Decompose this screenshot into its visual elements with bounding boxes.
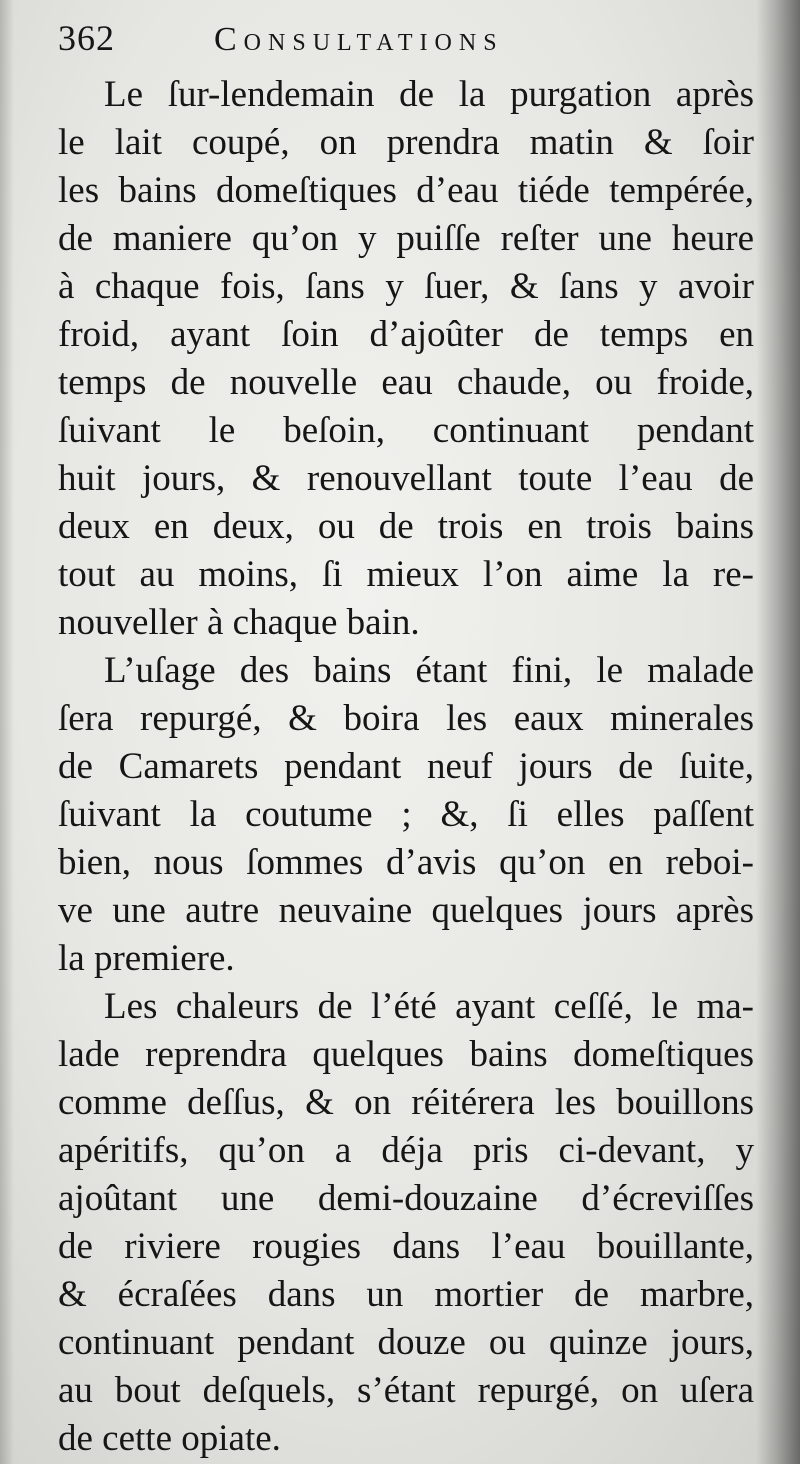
- text-line: de riviere rougies dans l’eau bouillante,: [58, 1226, 754, 1267]
- text-line: deux en deux, ou de trois en trois bains: [58, 506, 754, 547]
- text-line: ſuivant la coutume ; &, ſi elles paſſent: [58, 794, 754, 835]
- page-left-edge: [0, 0, 14, 1464]
- text-line: temps de nouvelle eau chaude, ou froide,: [58, 362, 754, 403]
- text-line: de cette opiate.: [58, 1418, 281, 1459]
- text-line: bien, nous ſommes d’avis qu’on en reboi-: [58, 842, 754, 883]
- text-line: apéritifs, qu’on a déja pris ci-devant, y: [58, 1130, 754, 1171]
- paragraph-1: [58, 71, 754, 647]
- text-line: nouveller à chaque bain.: [58, 602, 420, 643]
- text-line: L’uſage des bains étant fini, le malade: [104, 650, 754, 691]
- text-line: continuant pendant douze ou quinze jours,: [58, 1322, 754, 1363]
- text-line: tout au moins, ſi mieux l’on aime la re-: [58, 554, 754, 595]
- text-line: comme deſſus, & on réitérera les bouillons: [58, 1082, 754, 1123]
- running-head: Consultations: [214, 21, 504, 58]
- body-text: [58, 71, 754, 1463]
- page-header: [58, 14, 758, 66]
- text-line: Les chaleurs de l’été ayant ceſſé, le ma-: [104, 986, 754, 1027]
- text-line: huit jours, & renouvellant toute l’eau de: [58, 458, 754, 499]
- text-line: de Camarets pendant neuf jours de ſuite,: [58, 746, 754, 787]
- paragraph-3: [58, 983, 754, 1463]
- page-gutter-shadow: [756, 0, 800, 1464]
- text-line: de maniere qu’on y puiſſe reſter une heure: [58, 218, 754, 259]
- text-line: ve une autre neuvaine quelques jours après: [58, 890, 754, 931]
- text-line: ajoûtant une demi-douzaine d’écreviſſes: [58, 1178, 754, 1219]
- page-number: 362: [58, 18, 115, 58]
- text-line: à chaque fois, ſans y ſuer, & ſans y avoir: [58, 266, 754, 307]
- text-line: les bains domeſtiques d’eau tiéde tempérée,: [58, 170, 754, 211]
- text-line: au bout deſquels, s’étant repurgé, on uſera: [58, 1370, 754, 1411]
- text-line: la premiere.: [58, 938, 235, 979]
- text-line: le lait coupé, on prendra matin & ſoir: [58, 122, 754, 163]
- text-line: ſuivant le beſoin, continuant pendant: [58, 410, 754, 451]
- text-line: froid, ayant ſoin d’ajoûter de temps en: [58, 314, 754, 355]
- text-line: Le ſur-lendemain de la purgation après: [104, 74, 754, 115]
- paragraph-2: [58, 647, 754, 983]
- text-line: & écraſées dans un mortier de marbre,: [58, 1274, 754, 1315]
- text-line: lade reprendra quelques bains domeſtiques: [58, 1034, 754, 1075]
- text-line: ſera repurgé, & boira les eaux minerales: [58, 698, 754, 739]
